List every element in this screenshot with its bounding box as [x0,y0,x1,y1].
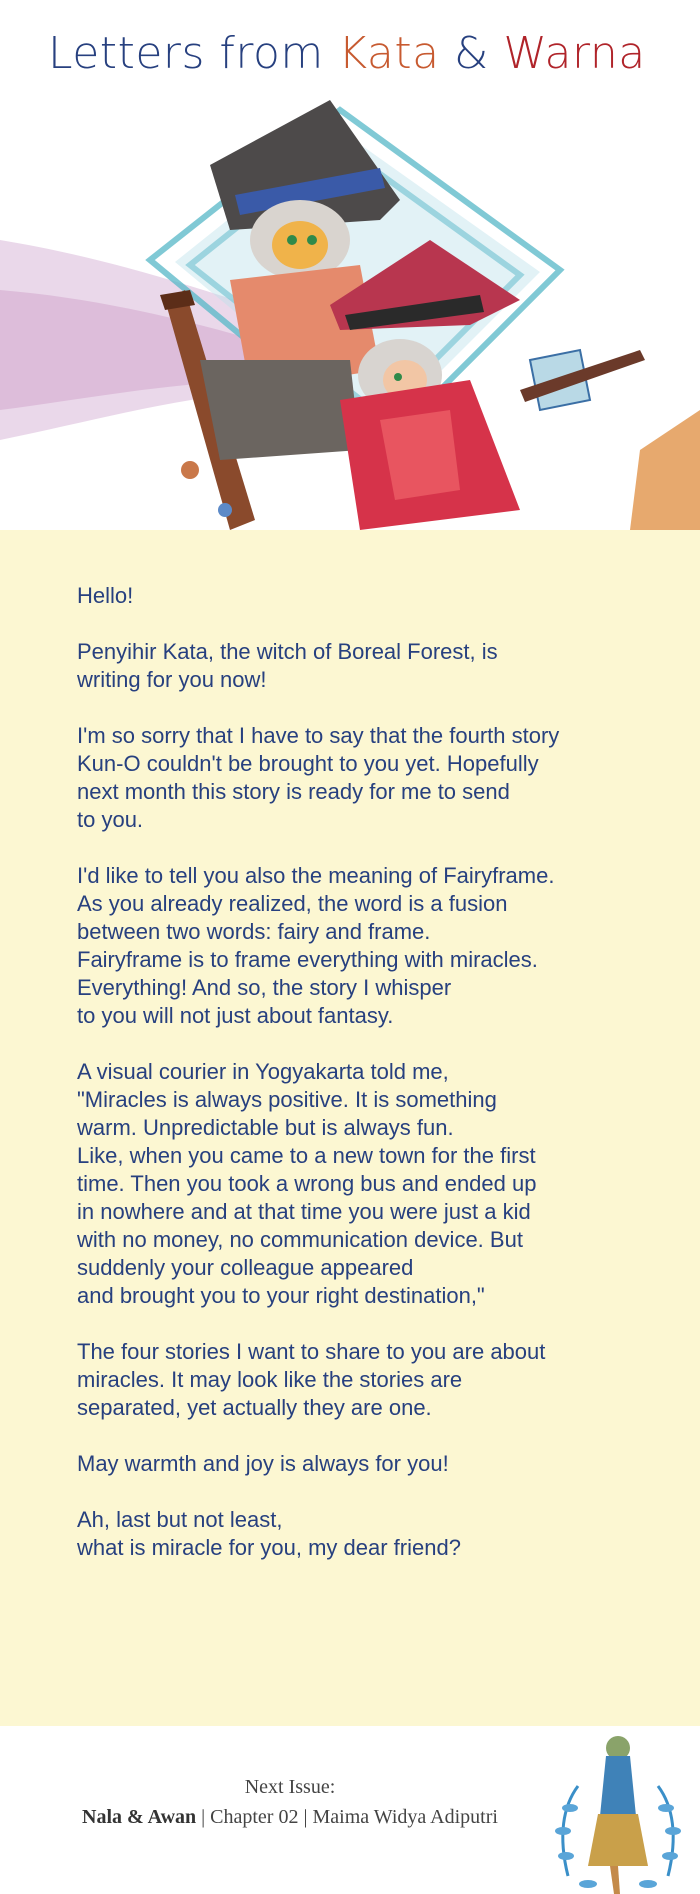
letter-line: what is miracle for you, my dear friend? [77,1535,461,1560]
letter-line: and brought you to your right destination," [77,1283,485,1308]
letter-paragraph [77,1338,637,1422]
letter-line: to you will not just about fantasy. [77,1003,394,1028]
letter-line: I'm so sorry that I have to say that the fourth story [77,723,560,748]
next-issue-details [0,1806,580,1829]
letter-line: As you already realized, the word is a fusion [77,891,508,916]
letter-paragraph [77,862,637,1030]
letter-line: with no money, no communication device. But [77,1227,523,1252]
separator-1: | [201,1806,206,1828]
next-story-title: Nala & Awan [82,1806,197,1828]
letter-line: Penyihir Kata, the witch of Boreal Forest, is [77,639,498,664]
separator-2: | [303,1806,308,1828]
letter-line: time. Then you took a wrong bus and ended up [77,1171,537,1196]
next-issue-footer [0,1726,700,1894]
title-name-kata: Kata [338,28,440,79]
letter-line: suddenly your colleague appeared [77,1255,414,1280]
girl-with-wreath-illustration [548,1726,688,1894]
letter-line: A visual courier in Yogyakarta told me, [77,1059,449,1084]
letter-paragraph [77,638,637,694]
letter-line: miracles. It may look like the stories are [77,1367,463,1392]
letter-body [77,582,637,1590]
letter-paragraph [77,1506,637,1562]
letter-line: Ah, last but not least, [77,1507,283,1532]
next-issue-label: Next Issue: [244,1776,336,1798]
letter-line: I'd like to tell you also the meaning of Fairyframe. [77,863,555,888]
witches-on-broom-illustration [0,90,700,530]
title-prefix: Letters from [48,28,324,79]
letter-line: Everything! And so, the story I whisper [77,975,452,1000]
letter-line: The four stories I want to share to you are about [77,1339,546,1364]
letter-line: warm. Unpredictable but is always fun. [77,1115,454,1140]
title-name-warna: Warna [503,28,646,79]
letter-line: "Miracles is always positive. It is something [77,1087,497,1112]
letter-line: Hello! [77,583,134,608]
letter-line: to you. [77,807,144,832]
letter-panel [0,530,700,1726]
letter-line: Kun-O couldn't be brought to you yet. Hopefully [77,751,539,776]
letter-paragraph [77,1058,637,1310]
next-author: Maima Widya Adiputri [312,1806,498,1828]
letter-line: May warmth and joy is always for you! [77,1451,449,1476]
letter-line: writing for you now! [77,667,267,692]
page-title [48,28,646,79]
letter-paragraph [77,722,637,834]
letter-line: Like, when you came to a new town for the first [77,1143,536,1168]
letter-line: separated, yet actually they are one. [77,1395,432,1420]
letter-line: next month this story is ready for me to send [77,779,510,804]
next-chapter: Chapter 02 [210,1806,299,1828]
letter-line: between two words: fairy and frame. [77,919,431,944]
letter-line: Fairyframe is to frame everything with miracles. [77,947,538,972]
letter-paragraph [77,582,637,610]
letter-paragraph [77,1450,637,1478]
letter-line: in nowhere and at that time you were just a kid [77,1199,531,1224]
title-ampersand: & [454,28,489,79]
